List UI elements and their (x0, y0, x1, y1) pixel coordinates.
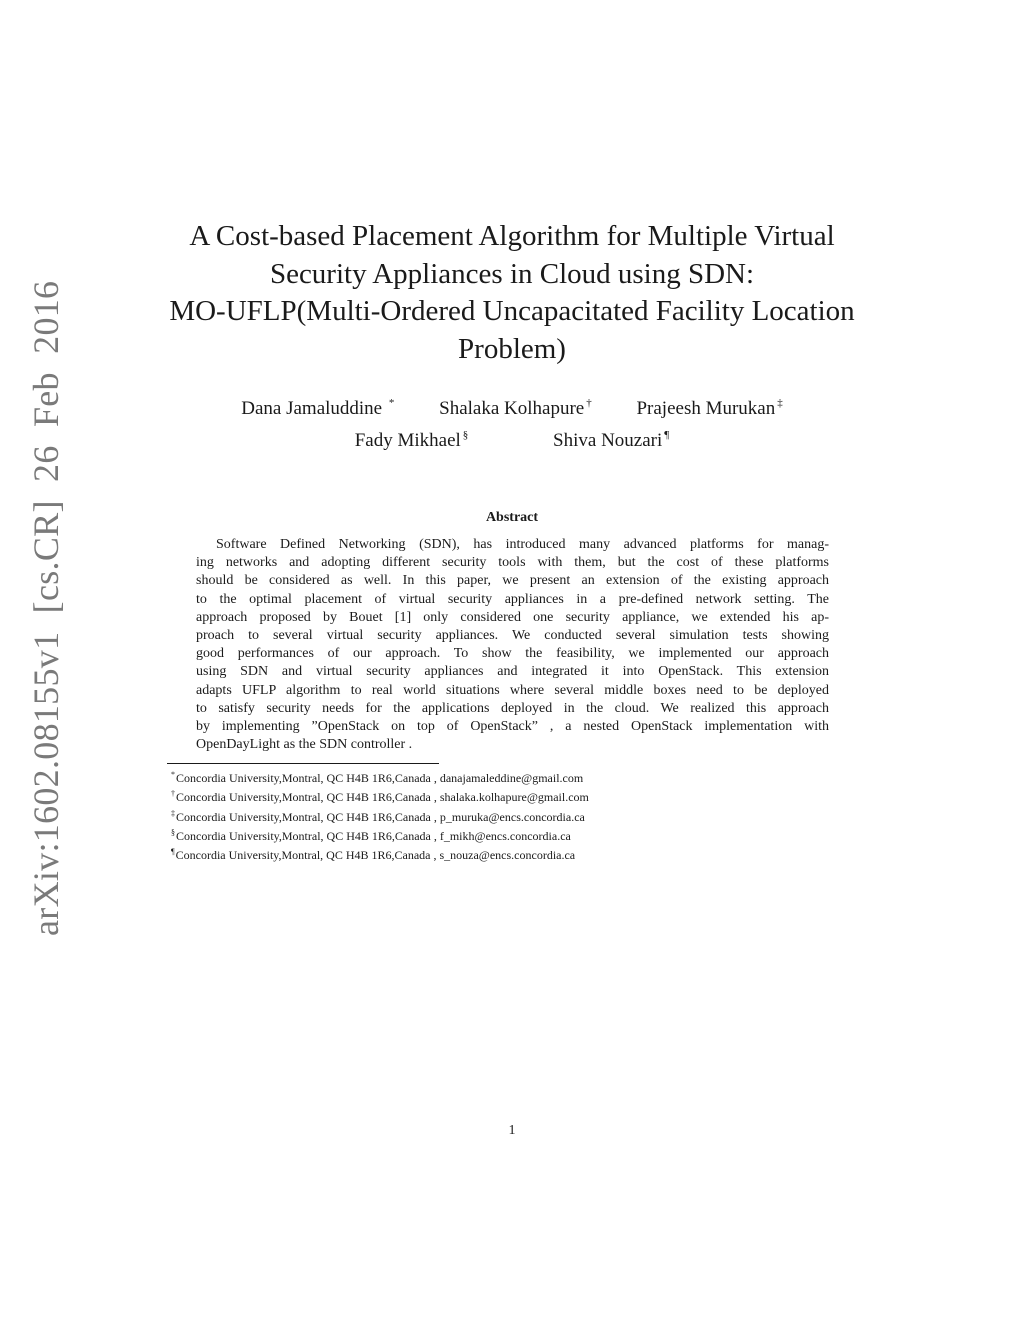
author (553, 429, 669, 452)
footnote-mark: § (171, 827, 175, 837)
author-name: Dana Jamaluddine (241, 398, 383, 419)
author (636, 397, 782, 420)
footnote (171, 806, 589, 825)
footnote-mark: ¶ (171, 847, 175, 857)
abstract-body (196, 536, 829, 754)
title-line: Security Appliances in Cloud using SDN: (269, 257, 755, 290)
author-footnote-mark: * (388, 397, 395, 409)
footnote-text: Concordia University,Montral, QC H4B 1R6,Canada , shalaka.kolhapure@gmail.com (176, 790, 589, 805)
footnote-text: Concordia University,Montral, QC H4B 1R6,Canada , s_nouza@encs.concordia.ca (175, 848, 576, 863)
abstract-line: approach proposed by Bouet [1] only considered one security appliance, we extended his ap- (196, 609, 829, 625)
footnote-mark: † (171, 789, 175, 799)
title-line: MO-UFLP(Multi-Ordered Uncapacitated Facility Location (169, 295, 855, 327)
author (355, 429, 469, 452)
title-line: A Cost-based Placement Algorithm for Multiple Virtual (189, 220, 835, 252)
footnote (171, 844, 589, 863)
author-footnote-mark: ¶ (664, 429, 670, 441)
author-name: Prajeesh Murukan (636, 398, 776, 419)
abstract-line: ing networks and adopting different security tools with them, but the cost of these platforms (196, 555, 829, 571)
footnote-text: Concordia University,Montral, QC H4B 1R6,Canada , p_muruka@encs.concordia.ca (176, 809, 585, 824)
paper-title (150, 218, 874, 368)
author (439, 397, 592, 420)
title-line: Problem) (458, 332, 566, 365)
abstract-line: adapts UFLP algorithm to real world situations where several middle boxes need to be deployed (196, 682, 829, 698)
footnote (171, 786, 589, 805)
footnote-text: Concordia University,Montral, QC H4B 1R6,Canada , danajamaleddine@gmail.com (176, 771, 584, 785)
author-list-row (150, 397, 874, 420)
author-footnote-mark: ‡ (777, 397, 783, 409)
abstract-line: by implementing ”OpenStack on top of OpenStack” , a nested OpenStack implementation with (196, 719, 829, 735)
arxiv-identifier-stamp: arXiv:1602.08155v1 [cs.CR] 26 Feb 2016 (26, 280, 66, 936)
abstract-line: to the optimal placement of virtual security appliances in a pre-defined network setting. The (196, 591, 829, 607)
author-name: Fady Mikhael (354, 430, 461, 451)
abstract-line: Software Defined Networking (SDN), has introduced many advanced platforms for manag- (216, 537, 829, 552)
abstract-line: to satisfy security needs for the applications deployed in the cloud. We realized this approach (196, 700, 829, 716)
author-list-row (150, 429, 874, 452)
abstract-line: using SDN and virtual security appliances and integrated it into OpenStack. This extension (196, 664, 829, 680)
abstract-heading: Abstract (485, 510, 539, 525)
abstract-line: good performances of our approach. To show the feasibility, we implemented our approach (196, 646, 829, 662)
author-name: Shalaka Kolhapure (439, 398, 585, 419)
author (241, 397, 394, 420)
author-footnote-mark: § (462, 429, 469, 441)
page-number: 1 (508, 1123, 516, 1138)
footnotes (171, 767, 589, 863)
author-name: Shiva Nouzari (553, 430, 663, 451)
footnote-mark: * (171, 770, 175, 779)
author-footnote-mark: † (586, 397, 592, 409)
footnote (171, 767, 589, 786)
abstract-line: should be considered as well. In this paper, we present an extension of the existing approach (196, 573, 829, 589)
footnote-mark: ‡ (171, 808, 175, 818)
abstract-line: proach to several virtual security appliances. We conducted several simulation tests showing (196, 628, 829, 644)
footnote-text: Concordia University,Montral, QC H4B 1R6,Canada , f_mikh@encs.concordia.ca (176, 828, 571, 843)
footnote (171, 825, 589, 844)
abstract-line: OpenDayLight as the SDN controller . (196, 737, 413, 753)
footnote-divider (167, 763, 439, 764)
